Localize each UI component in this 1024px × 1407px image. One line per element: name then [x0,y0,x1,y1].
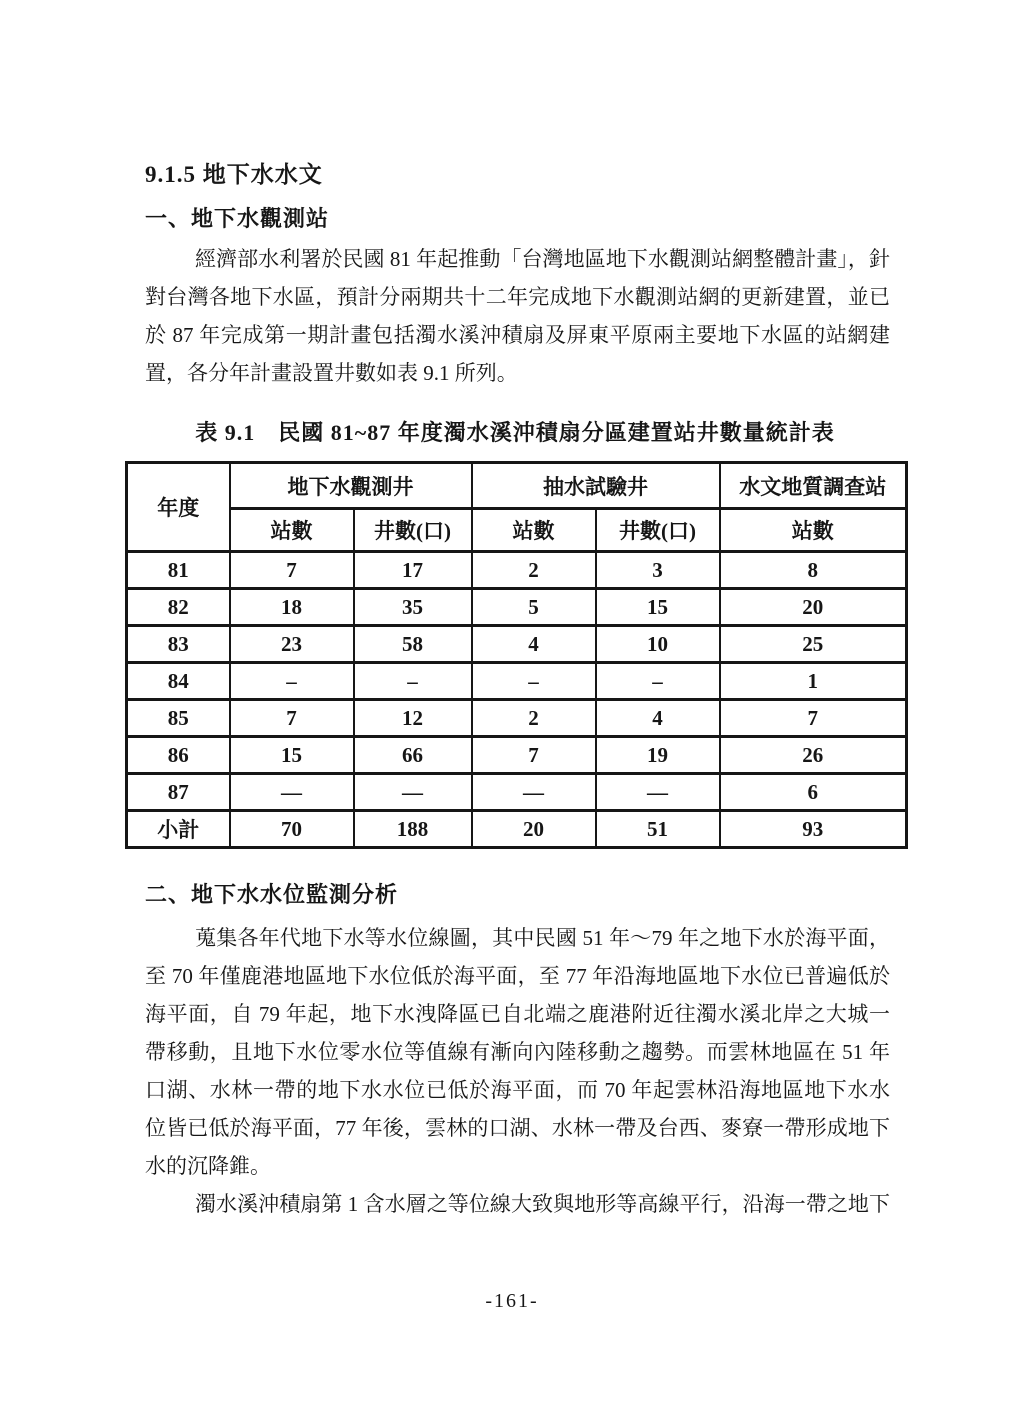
value-cell: 8 [720,552,907,589]
subheader-cell: 站數 [230,509,354,552]
paragraph-line: 蒐集各年代地下水等水位線圖，其中民國 51 年～79 年之地下水於海平面， [195,926,890,950]
value-cell: 20 [720,589,907,626]
value-cell: 20 [472,811,596,848]
value-cell: 2 [472,700,596,737]
paragraph-3 [145,1185,890,1223]
value-cell: 93 [720,811,907,848]
paragraph-line: 海平面，自 79 年起，地下水洩降區已自北端之鹿港附近往濁水溪北岸之大城一 [145,1002,890,1026]
subheader-cell: 井數(口) [596,509,720,552]
value-cell: 25 [720,626,907,663]
table-row-subtotal [127,811,907,848]
value-cell: 23 [230,626,354,663]
table-row [127,663,907,700]
value-cell: — [596,774,720,811]
page-content [145,160,890,1223]
value-cell: – [596,663,720,700]
table-header-row [127,463,907,509]
value-cell: 4 [472,626,596,663]
paragraph-line: 位皆已低於海平面，77 年後，雲林的口湖、水林一帶及台西、麥寮一帶形成地下 [145,1116,890,1140]
paragraph-line: 至 70 年僅鹿港地區地下水位低於海平面，至 77 年沿海地區地下水位已普遍低於 [145,964,890,988]
value-cell: – [230,663,354,700]
value-cell: — [472,774,596,811]
paragraph-line: 對台灣各地下水區，預計分兩期共十二年完成地下水觀測站網的更新建置，並已 [145,285,890,309]
group-header-observation-wells: 地下水觀測井 [230,463,472,509]
year-cell: 81 [127,552,230,589]
table-row [127,552,907,589]
value-cell: 7 [230,552,354,589]
value-cell: 1 [720,663,907,700]
paragraph-line: 口湖、水林一帶的地下水水位已低於海平面，而 70 年起雲林沿海地區地下水水 [145,1078,890,1102]
table-row [127,589,907,626]
value-cell: 66 [354,737,472,774]
value-cell: 12 [354,700,472,737]
group-header-pumping-test-wells: 抽水試驗井 [472,463,720,509]
table-row [127,700,907,737]
value-cell: — [354,774,472,811]
paragraph-line: 經濟部水利署於民國 81 年起推動「台灣地區地下水觀測站網整體計畫」，針 [195,247,890,271]
year-cell: 小計 [127,811,230,848]
year-cell: 86 [127,737,230,774]
value-cell: 188 [354,811,472,848]
station-well-count-table [125,461,908,849]
paragraph-1 [145,240,890,392]
value-cell: 6 [720,774,907,811]
value-cell: 4 [596,700,720,737]
value-cell: 17 [354,552,472,589]
value-cell: 35 [354,589,472,626]
paragraph-line: 水的沉降錐。 [145,1154,271,1178]
year-cell: 82 [127,589,230,626]
year-cell: 83 [127,626,230,663]
value-cell: 7 [720,700,907,737]
paragraph-line: 濁水溪沖積扇第 1 含水層之等位線大致與地形等高線平行，沿海一帶之地下 [195,1192,890,1216]
value-cell: 51 [596,811,720,848]
value-cell: 7 [472,737,596,774]
value-cell: 26 [720,737,907,774]
value-cell: 10 [596,626,720,663]
subsection-1-title: 一、地下水觀測站 [145,206,330,231]
table-row [127,737,907,774]
table-row [127,626,907,663]
value-cell: 5 [472,589,596,626]
table-subheader-row [127,509,907,552]
year-cell: 84 [127,663,230,700]
table-row [127,774,907,811]
value-cell: 3 [596,552,720,589]
value-cell: 15 [596,589,720,626]
subsection-2-title: 二、地下水水位監測分析 [145,882,399,907]
value-cell: 58 [354,626,472,663]
page-number: -161- [485,1290,539,1312]
paragraph-line: 置，各分年計畫設置井數如表 9.1 所列。 [145,361,518,385]
subheader-cell: 站數 [720,509,907,552]
paragraph-line: 於 87 年完成第一期計畫包括濁水溪沖積扇及屏東平原兩主要地下水區的站網建 [145,323,890,347]
paragraph-2 [145,919,890,1185]
table-caption: 表 9.1 民國 81~87 年度濁水溪沖積扇分區建置站井數量統計表 [195,420,835,445]
value-cell: – [472,663,596,700]
paragraph-line: 帶移動，且地下水位零水位等值線有漸向內陸移動之趨勢。而雲林地區在 51 年 [145,1040,890,1064]
value-cell: 15 [230,737,354,774]
year-cell: 85 [127,700,230,737]
year-cell: 87 [127,774,230,811]
value-cell: — [230,774,354,811]
group-header-hydrogeology-stations: 水文地質調查站 [720,463,907,509]
value-cell: 18 [230,589,354,626]
subheader-cell: 井數(口) [354,509,472,552]
value-cell: 19 [596,737,720,774]
value-cell: – [354,663,472,700]
year-header-cell: 年度 [127,463,230,552]
subheader-cell: 站數 [472,509,596,552]
section-heading: 9.1.5 地下水水文 [145,162,323,187]
value-cell: 7 [230,700,354,737]
value-cell: 2 [472,552,596,589]
value-cell: 70 [230,811,354,848]
